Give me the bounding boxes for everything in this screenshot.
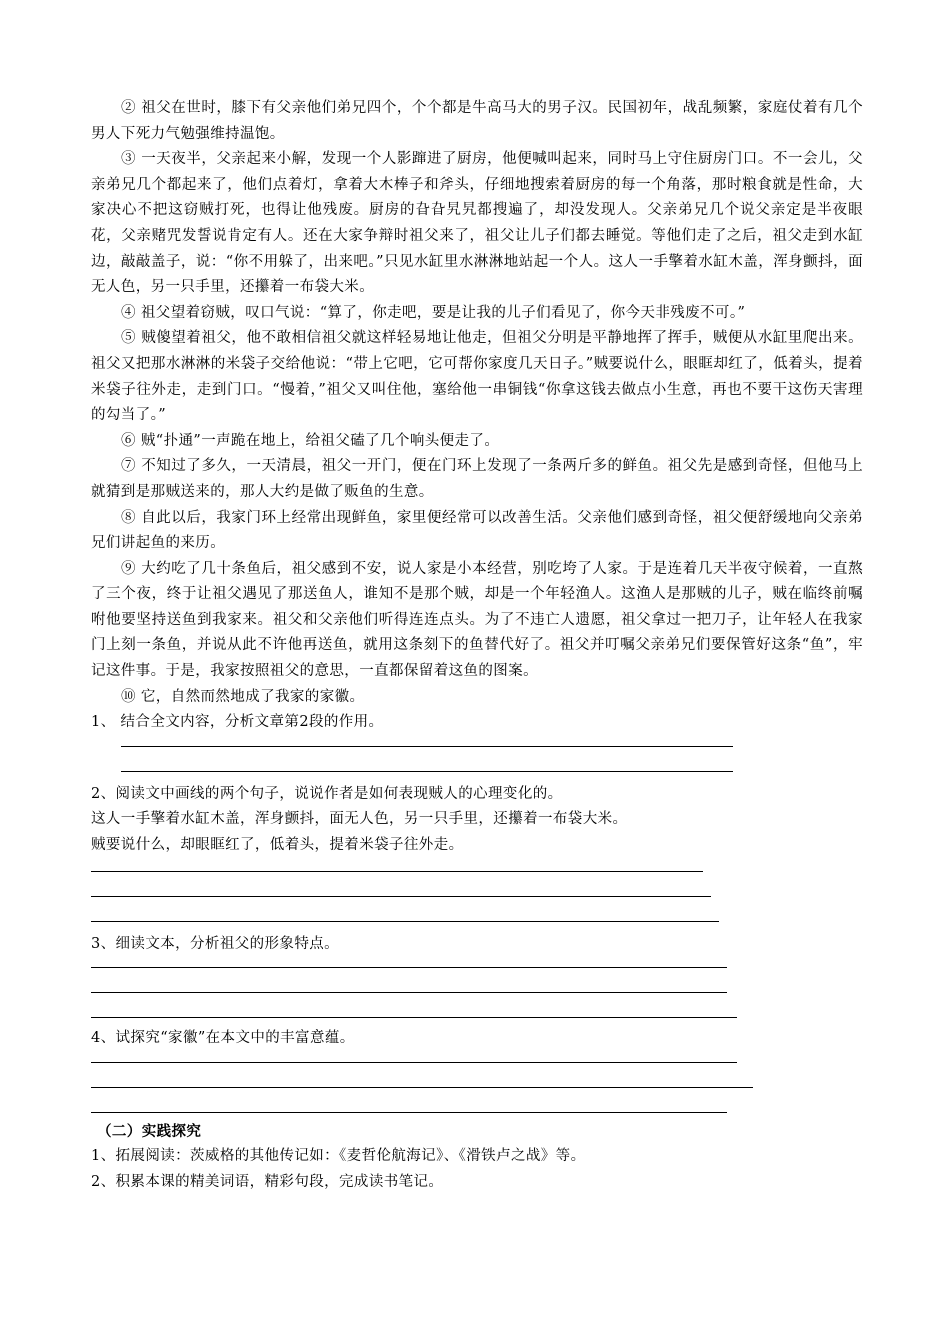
question-3 bbox=[91, 932, 863, 1027]
question-2-prompt: 2、阅读文中画线的两个句子，说说作者是如何表现贼人的心理变化的。 bbox=[91, 785, 563, 802]
paragraph-10: ⑩ 它，自然而然地成了我家的家徽。 bbox=[121, 688, 365, 705]
worksheet-page bbox=[91, 96, 863, 1196]
article-body bbox=[91, 96, 863, 710]
section-title: （二）实践探究 bbox=[97, 1122, 202, 1140]
question-4-prompt: 4、试探究“家徽”在本文中的丰富意蕴。 bbox=[91, 1030, 355, 1047]
paragraph-8: ⑧ 自此以后，我家门环上经常出现鲜鱼，家里便经常可以改善生活。父亲他们感到奇怪，祖父便舒缓地向父亲弟兄们讲起鱼的来历。 bbox=[91, 509, 863, 552]
paragraph-9: ⑨ 大约吃了几十条鱼后，祖父感到不安，说人家是小本经营，别吃垮了人家。于是连着几天半夜守候着，一直熬了三个夜，终于让祖父遇见了那送鱼人，谁知不是那个贼，却是一个年轻渔人。这渔人是那贼的儿子，贼在临终前嘱咐他要坚持送鱼到我家来。祖父和父亲他们听得连连点头。为了不违亡人遗愿，祖父拿过一把刀子，让年轻人在我家门上刻一条鱼，并说从此不许他再送鱼，就用这条刻下的鱼替代好了。祖父并叮嘱父亲弟兄们要保管好这条“鱼”，牢记这件事。于是，我家按照祖父的意思，一直都保留着这鱼的图案。 bbox=[91, 560, 863, 680]
paragraph-5: ⑤ 贼傻望着祖父，他不敢相信祖父就这样轻易地让他走，但祖父分明是平静地挥了挥手，贼便从水缸里爬出来。祖父又把那水淋淋的米袋子交给他说：“带上它吧，它可帮你家度几天日子。”贼要说什么，眼眶却红了，低着头，提着米袋子往外走，走到门口。“慢着，”祖父又叫住他，塞给他一串铜钱“你拿这钱去做点小生意，再也不要干这伤天害理的勾当了。” bbox=[91, 330, 863, 424]
paragraph-2: ② 祖父在世时，膝下有父亲他们弟兄四个，个个都是牛高马大的男子汉。民国初年，战乱频繁，家庭仗着有几个男人下死力气勉强维持温饱。 bbox=[91, 100, 863, 142]
question-2 bbox=[91, 782, 863, 932]
practice-item-1: 1、拓展阅读：茨威格的其他传记如：《麦哲伦航海记》、《滑铁卢之战》等。 bbox=[91, 1148, 586, 1165]
underlined-sentence-b: 贼要说什么，却眼眶红了，低着头，提着米袋子往外走。 bbox=[91, 837, 464, 854]
practice-item-2: 2、积累本课的精美词语，精彩句段，完成读书笔记。 bbox=[91, 1174, 444, 1190]
practice-section bbox=[91, 1119, 863, 1196]
question-3-prompt: 3、细读文本，分析祖父的形象特点。 bbox=[91, 935, 340, 952]
underlined-sentence-a: 这人一手擎着水缸木盖，浑身颤抖，面无人色，另一只手里，还攥着一布袋大米。 bbox=[91, 811, 628, 828]
question-4 bbox=[91, 1026, 863, 1119]
paragraph-6: ⑥ 贼“扑通”一声跪在地上，给祖父磕了几个响头便走了。 bbox=[121, 432, 500, 449]
question-1 bbox=[91, 710, 863, 782]
question-1-prompt: 1、 结合全文内容，分析文章第2段的作用。 bbox=[91, 714, 384, 731]
paragraph-7: ⑦ 不知过了多久，一天清晨，祖父一开门，便在门环上发现了一条两斤多的鲜鱼。祖父先是感到奇怪，但他马上就猜到是那贼送来的，那人大约是做了贩鱼的生意。 bbox=[91, 458, 863, 500]
paragraph-4: ④ 祖父望着窃贼，叹口气说：“算了，你走吧，要是让我的儿子们看见了，你今天非残废不可。” bbox=[121, 304, 746, 321]
paragraph-3: ③ 一天夜半，父亲起来小解，发现一个人影蹿进了厨房，他便喊叫起来，同时马上守住厨房门口。不一会儿，父亲弟兄几个都起来了，他们点着灯，拿着大木棒子和斧头，仔细地搜索着厨房的每一个角落，那时粮食就是性命，大家决心不把这窃贼打死，也得让他残废。厨房的旮旮旯旯都搜遍了，却没发现人。父亲弟兄几个说父亲定是半夜眼花，父亲赌咒发誓说肯定有人。还在大家争辩时祖父来了，祖父让儿子们都去睡觉。等他们走了之后，祖父走到水缸边，敲敲盖子，说：“你不用躲了，出来吧。”只见水缸里水淋淋地站起一个人。这人一手擎着水缸木盖，浑身颤抖，面无人色，另一只手里，还攥着一布袋大米。 bbox=[91, 151, 863, 296]
